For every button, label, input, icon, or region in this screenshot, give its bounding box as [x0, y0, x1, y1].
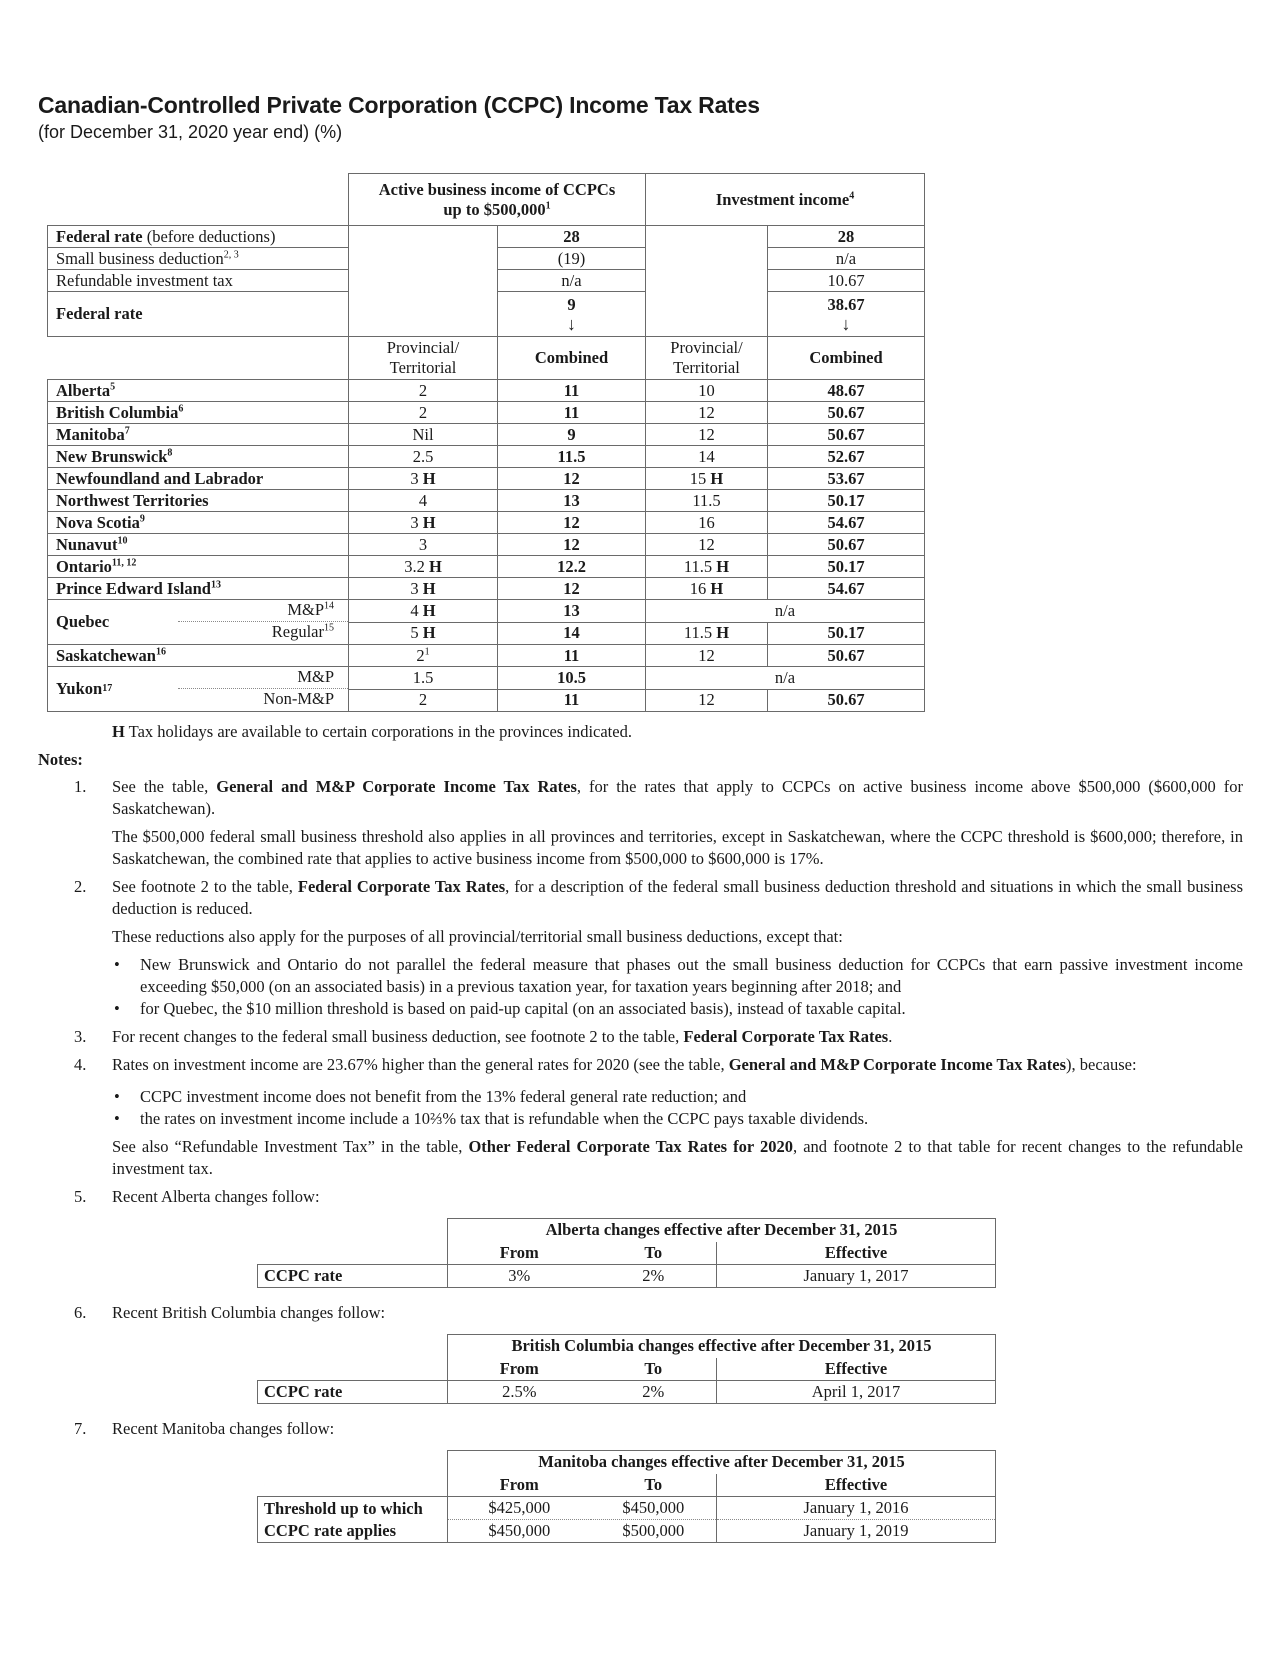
tax-holiday-note: H Tax holidays are available to certain corporations in the provinces indicated.: [112, 722, 632, 741]
page-subtitle: (for December 31, 2020 year end) (%): [38, 122, 343, 142]
table-row-quebec-regular: 5 H 14 11.5 H 50.17: [48, 622, 925, 645]
list-item: • New Brunswick and Ontario do not parallel the federal measure that phases out the small business deduction for CCPCs that earn passive investment income exceeding $50,000 (on an associated basis) in a previous taxation year, for taxation years beginning after 2018; and: [112, 954, 1243, 998]
down-arrow-icon: ↓: [567, 313, 576, 334]
table-row: Alberta$^5$ 2 11 10 48.67: [48, 380, 925, 402]
note-7: 7. Recent Manitoba changes follow: Manitoba changes effective after December 31, 2015 From To Effective Threshold up to which CCPC rate applies $425,000 $450,000 January 1, 2016 $450,000 $500,000 January 1, 2019: [38, 1418, 1243, 1543]
table-header-row: [48, 174, 925, 226]
alberta-changes-table: Alberta changes effective after December 31, 2015 From To Effective CCPC rate 3% 2% January 1, 2017: [257, 1218, 996, 1288]
note-3: 3. For recent changes to the federal small business deduction, see footnote 2 to the table, Federal Corporate Tax Rates.: [74, 1027, 893, 1046]
table-row: Newfoundland and Labrador 3 H 12 15 H 53.67: [48, 468, 925, 490]
british-columbia-changes-table: British Columbia changes effective after December 31, 2015 From To Effective CCPC rate 2.5% 2% April 1, 2017: [257, 1334, 996, 1404]
header-investment-income: Investment income$^4$: [646, 174, 925, 226]
note-4: 4. Rates on investment income are 23.67% higher than the general rates for 2020 (see the table, General and M&P Corporate Income Tax Rates), because: • CCPC investment income does not benefit from the 13% federal general rate reduction; and • the rates on investment income include a 10⅔% tax that is refundable when the CCPC pays taxable dividends. See also “Refundable Investment Tax” in the table, Other Federal Corporate Tax Rates for 2020, and footnote 2 to that table for recent changes to the refundable investment tax.: [38, 1054, 1243, 1180]
down-arrow-icon: ↓: [841, 313, 851, 334]
note-1: 1. See the table, General and M&P Corporate Income Tax Rates, for the rates that apply to CCPCs on active business income above $500,000 ($600,000 for Saskatchewan). The $500,000 federal small business threshold also applies in all provinces and territories, except in Saskatchewan, where the CCPC threshold is $600,000; therefore, in Saskatchewan, the combined rate that applies to active business income from $500,000 to $600,000 is 17%.: [74, 777, 1243, 868]
table-row: Ontario$^{11, 12}$ 3.2 H 12.2 11.5 H 50.17: [48, 556, 925, 578]
ccpc-rates-table: [47, 173, 925, 712]
table-row-quebec-mp: Quebec $M\&P^{14}$ Regular$^{15}$ 4 H 13 n/a: [48, 600, 925, 623]
list-item: • the rates on investment income include a 10⅔% tax that is refundable when the CCPC pays taxable dividends.: [112, 1108, 1243, 1130]
federal-rate-before-deductions-row: Federal rate (before deductions) 28 28: [48, 226, 925, 248]
table-row: British Columbia$^6$ 2 11 12 50.67: [48, 402, 925, 424]
table-row: CCPC rate 3% 2% January 1, 2017: [258, 1265, 996, 1288]
table-row: Nunavut$^{10}$ 3 12 12 50.67: [48, 534, 925, 556]
table-row: Threshold up to which CCPC rate applies $425,000 $450,000 January 1, 2016: [258, 1497, 996, 1520]
table-row: Northwest Territories 4 13 11.5 50.17: [48, 490, 925, 512]
table-row-saskatchewan: Saskatchewan$^{16}$ $2^1$ 11 12 50.67: [48, 645, 925, 667]
manitoba-changes-table: Manitoba changes effective after December 31, 2015 From To Effective Threshold up to which CCPC rate applies $425,000 $450,000 January 1, 2016 $450,000 $500,000 January 1, 2019: [257, 1450, 996, 1543]
sub-header-row: Provincial/ Territorial Combined Provincial/ Territorial Combined: [48, 337, 925, 380]
page-title: Canadian-Controlled Private Corporation (CCPC) Income Tax Rates: [38, 92, 760, 118]
table-row: CCPC rate 2.5% 2% April 1, 2017: [258, 1381, 996, 1404]
list-item: • CCPC investment income does not benefit from the 13% federal general rate reduction; and: [112, 1086, 1243, 1108]
note-4-bullets: [112, 1086, 1243, 1130]
notes-list: [38, 776, 1243, 1557]
table-row: Prince Edward Island$^{13}$ 3 H 12 16 H 54.67: [48, 578, 925, 600]
small-business-deduction-row: Small business deduction$^{2, 3}$ (19) n/a: [48, 248, 925, 270]
header-active-business-income: Active business income of CCPCs up to $500,000$^1$: [349, 174, 646, 226]
note-2-bullets: [112, 954, 1243, 1020]
table-row: New Brunswick$^8$ 2.5 11.5 14 52.67: [48, 446, 925, 468]
federal-rate-row: Federal rate 9 ↓ 38.67 ↓: [48, 292, 925, 337]
table-row-yukon-mp: Yukon 17 M&P Non-M&P 1.5 10.5 n/a: [48, 667, 925, 690]
refundable-investment-tax-row: Refundable investment tax n/a 10.67: [48, 270, 925, 292]
table-row-yukon-non-mp: 2 11 12 50.67: [48, 689, 925, 712]
table-row: $450,000 $500,000 January 1, 2019: [258, 1520, 996, 1543]
note-6: 6. Recent British Columbia changes follow: British Columbia changes effective after December 31, 2015 From To Effective CCPC rate 2.5% 2% April 1, 2017: [38, 1302, 1243, 1404]
table-row: Nova Scotia$^9$ 3 H 12 16 54.67: [48, 512, 925, 534]
note-2: 2. See footnote 2 to the table, Federal Corporate Tax Rates, for a description of the federal small business deduction threshold and situations in which the small business deduction is reduced. These reductions also apply for the purposes of all provincial/territorial small business deductions, except that: • New Brunswick and Ontario do not parallel the federal measure that phases out the small business deduction for CCPCs that earn passive investment income exceeding $50,000 (on an associated basis) in a previous taxation year, for taxation years beginning after 2018; and • for Quebec, the $10 million threshold is based on paid-up capital (on an associated basis), instead of taxable capital.: [38, 876, 1243, 1020]
note-5: 5. Recent Alberta changes follow: Alberta changes effective after December 31, 2015 From To Effective CCPC rate 3% 2% January 1, 2017: [38, 1186, 1243, 1288]
notes-heading: Notes:: [38, 750, 83, 769]
table-row: Manitoba$^7$ Nil 9 12 50.67: [48, 424, 925, 446]
list-item: • for Quebec, the $10 million threshold is based on paid-up capital (on an associated basis), instead of taxable capital.: [112, 998, 1243, 1020]
